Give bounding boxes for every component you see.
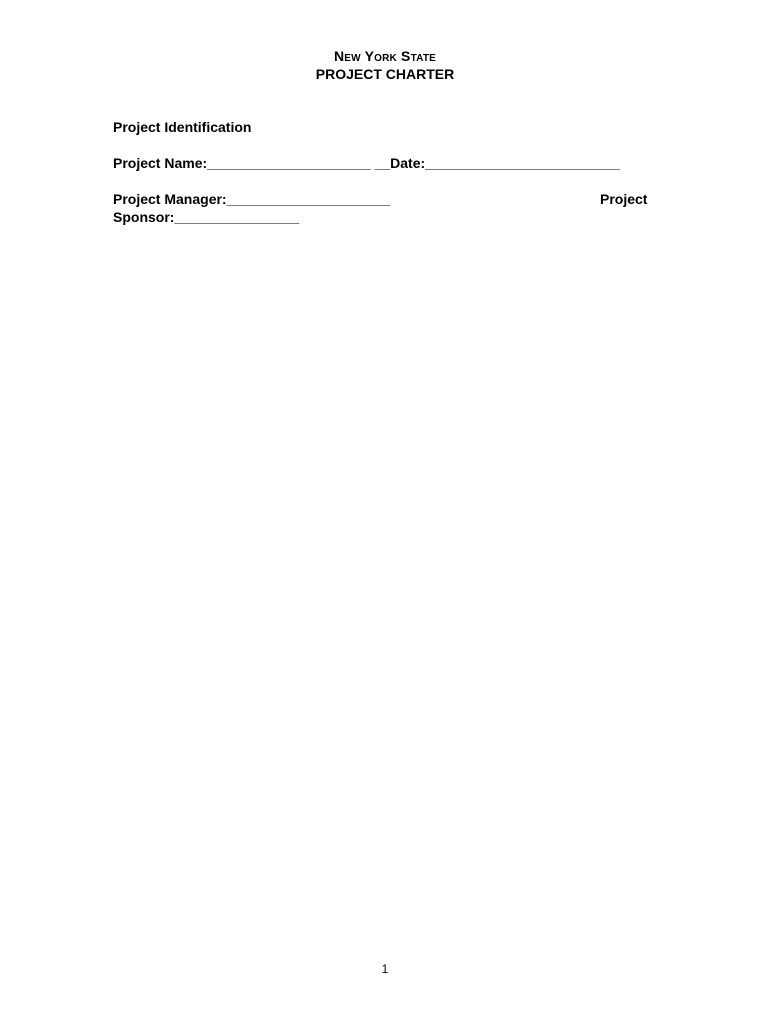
document-title: PROJECT CHARTER <box>315 66 455 82</box>
project-manager-line <box>113 191 390 207</box>
project-manager-blank[interactable]: _____________________ <box>226 191 391 207</box>
section-heading: Project Identification <box>113 119 252 135</box>
project-name-blank[interactable]: _____________________ <box>207 155 371 171</box>
date-label: Date: <box>390 155 426 171</box>
project-manager-label: Project Manager: <box>113 191 227 207</box>
date-blank[interactable]: _________________________ <box>425 155 620 171</box>
page-number: 1 <box>381 962 389 976</box>
project-sponsor-label-second: Sponsor: <box>113 209 175 225</box>
project-name-label: Project Name: <box>113 155 208 171</box>
separator-blank: __ <box>370 155 391 171</box>
state-title: New York State <box>333 48 437 64</box>
project-sponsor-blank[interactable]: ________________ <box>174 209 300 225</box>
project-sponsor-label-first: Project <box>600 191 648 207</box>
project-name-date-line <box>113 155 620 171</box>
project-sponsor-line <box>113 209 299 225</box>
